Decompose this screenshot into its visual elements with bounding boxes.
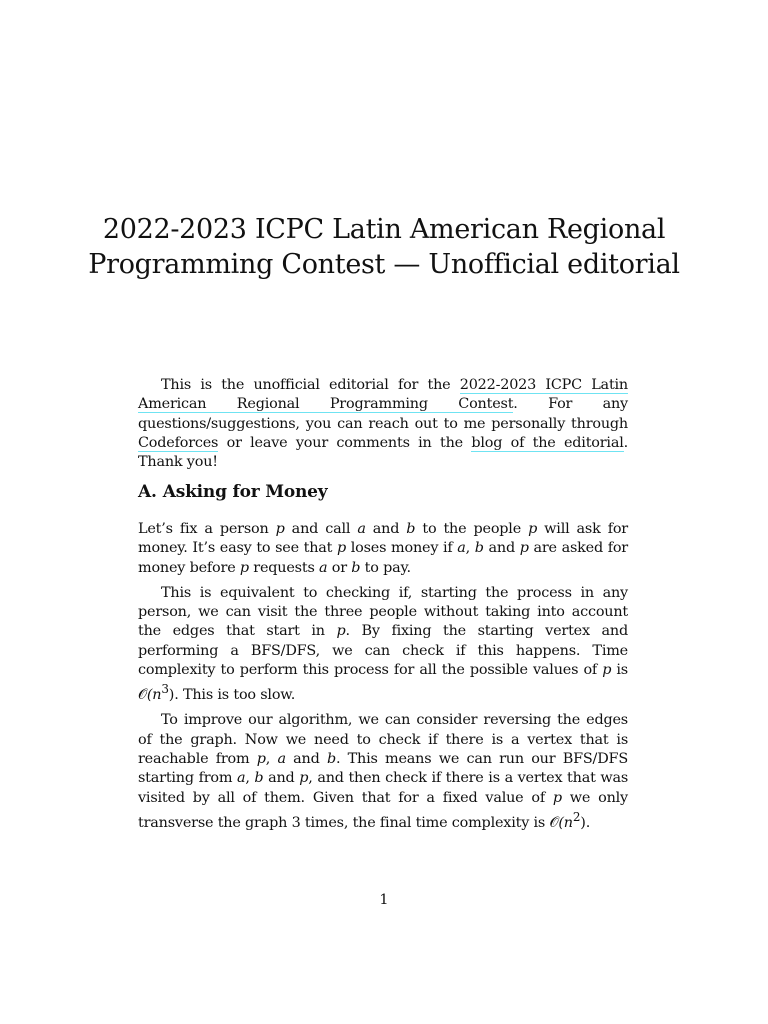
intro-text: This is the unofficial editorial for the [161, 377, 460, 393]
contest-link[interactable]: 2022-2023 ICPC Latin American Regional Programming Contest [138, 377, 628, 413]
section-body [138, 520, 628, 833]
section-heading [138, 482, 628, 502]
title-line-1: 2022-2023 ICPC Latin American Regional [102, 214, 666, 245]
blog-link[interactable]: blog of the editorial [471, 434, 624, 451]
intro-text: . For any questions/suggestions, you can reach out to me personally through [138, 396, 628, 432]
intro-text: . Thank you! [138, 434, 628, 471]
big-o-symbol: 𝒪 [549, 814, 559, 831]
intro-paragraph [138, 376, 628, 472]
title-line-2: Programming Contest — Unofficial editorial [88, 249, 680, 280]
document-title [0, 212, 768, 282]
page-number: 1 [379, 892, 389, 908]
codeforces-link[interactable]: Codeforces [138, 434, 219, 451]
intro-text: or leave your comments in the [218, 434, 472, 451]
intro-block [138, 376, 628, 472]
paragraph-3: To improve our algorithm, we can consider reversing the edges of the graph. Now we need to check if there is a vertex that is reachable from p, a and b. This means we can run our BFS/DFS starting from a, b and p, and then check if there is a vertex that was visited by all of them. Given that for a fixed value of p we only transverse the graph 3 times, the final time complexity is $𝒪(n^2)$. [138, 712, 629, 831]
paragraph-1: Let’s fix a person p and call a and b to the people p will ask for money. It’s easy to see that p loses money if a, b and p are asked for money before p requests a or b to pay. [138, 521, 628, 576]
section-number: A. [138, 482, 157, 502]
section-title: Asking for Money [162, 482, 328, 502]
big-o-symbol: 𝒪 [138, 687, 147, 704]
paragraph-2: This is equivalent to checking if, starting the process in any person, we can visit the three people without taking into account the edges that start in p. By fixing the starting vertex and performing a BFS/DFS, we can check if this happens. Time complexity to perform this process for all the possible values of p is $𝒪(n^3)$. This is too slow. [138, 584, 628, 704]
